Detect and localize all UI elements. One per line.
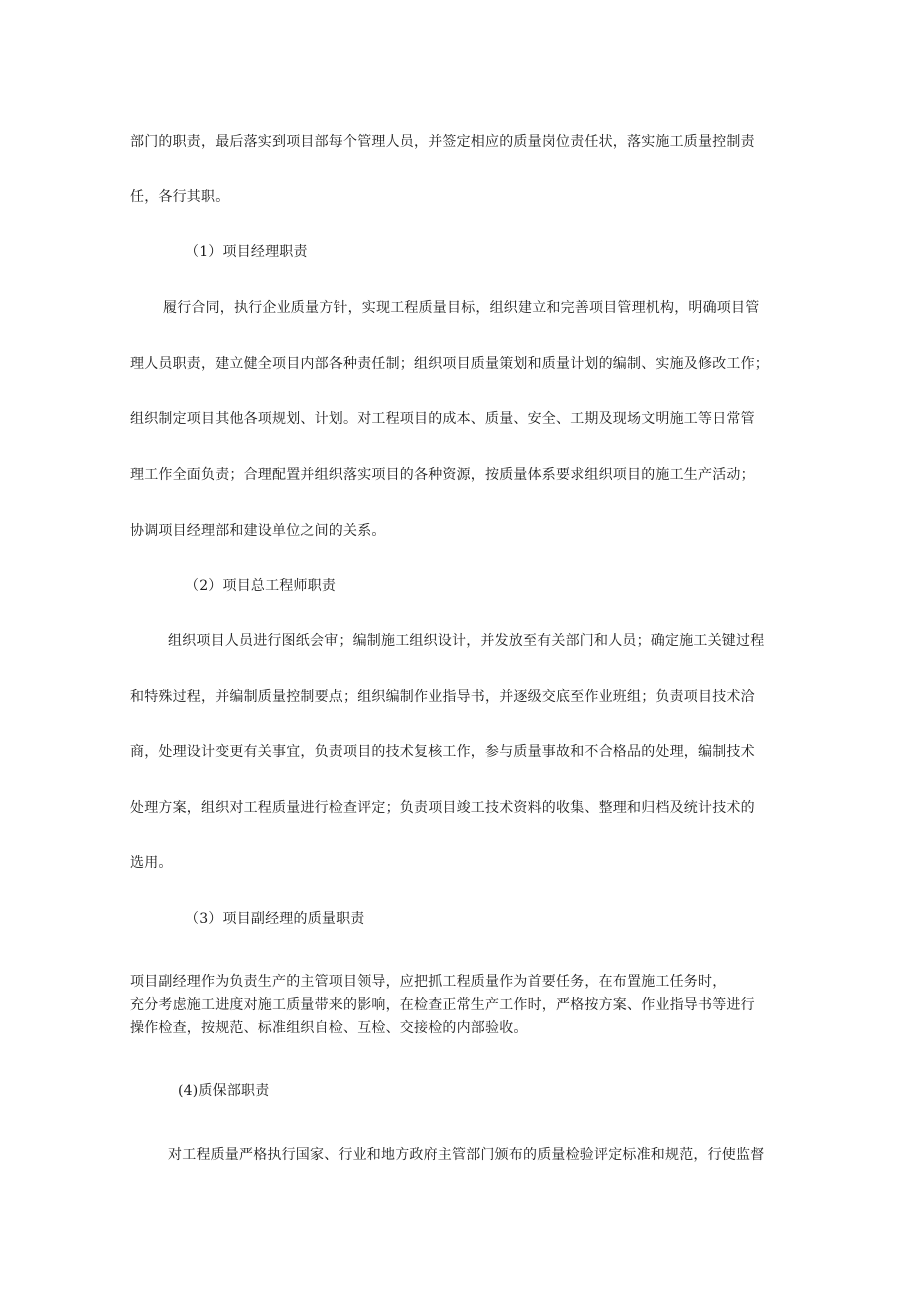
paragraph-line: 部门的职责，最后落实到项目部每个管理人员，并签定相应的质量岗位责任状，落实施工质量控制责 [130,134,755,150]
paragraph-line: 组织制定项目其他各项规划、计划。对工程项目的成本、质量、安全、工期及现场文明施工等日常管 [130,411,755,427]
paragraph-line: 操作检查，按规范、标准组织自检、互检、交接检的内部验收。 [130,1020,528,1036]
paragraph-line: 协调项目经理部和建设单位之间的关系。 [130,523,386,539]
paragraph-line: 和特殊过程，并编制质量控制要点；组织编制作业指导书，并逐级交底至作业班组；负责项目技术洽 [130,689,755,705]
paragraph-line: 充分考虑施工进度对施工质量带来的影响，在检查正常生产工作时，严格按方案、作业指导书等进行 [130,997,755,1013]
section-heading-2: （2）项目总工程师职责 [185,578,337,594]
paragraph-line: 理人员职责，建立健全项目内部各种责任制；组织项目质量策划和质量计划的编制、实施及修改工作； [130,356,769,372]
paragraph-line: 处理方案，组织对工程质量进行检查评定；负责项目竣工技术资料的收集、整理和归档及统计技术的 [130,800,755,816]
paragraph-line: 项目副经理作为负责生产的主管项目领导，应把抓工程质量作为首要任务，在布置施工任务时， [130,974,727,990]
paragraph-line: 组织项目人员进行图纸会审；编制施工组织设计，并发放至有关部门和人员；确定施工关键过程 [168,633,765,649]
paragraph-line: 任，各行其职。 [130,189,230,205]
paragraph-line: 商，处理设计变更有关事宜，负责项目的技术复核工作，参与质量事故和不合格品的处理，编制技术 [130,744,755,760]
paragraph-line: 履行合同，执行企业质量方针，实现工程质量目标，组织建立和完善项目管理机构，明确项目管 [163,300,760,316]
section-heading-4: (4)质保部职责 [178,1083,270,1099]
paragraph-line: 对工程质量严格执行国家、行业和地方政府主管部门颁布的质量检验评定标准和规范，行使监督 [168,1147,765,1163]
paragraph-line: 理工作全面负责；合理配置并组织落实项目的各种资源，按质量体系要求组织项目的施工生产活动； [130,467,755,483]
paragraph-line: 选用。 [130,855,173,871]
section-heading-3: （3）项目副经理的质量职责 [185,911,365,927]
section-heading-1: （1）项目经理职责 [185,244,308,260]
